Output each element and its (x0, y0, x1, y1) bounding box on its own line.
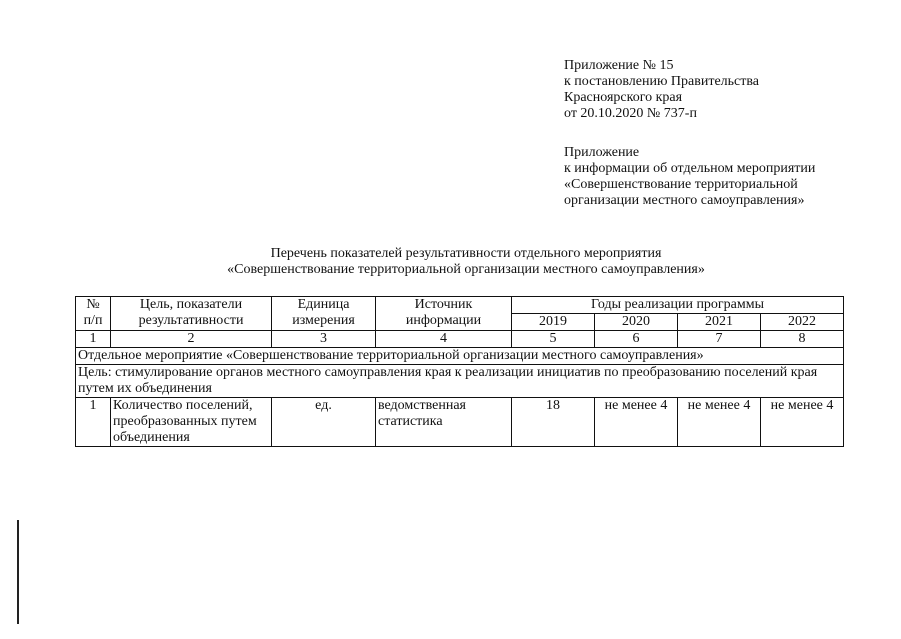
goal-row (76, 365, 844, 398)
measure-cell: Отдельное мероприятие «Совершенствование территориальной организации местного самоуправления» (76, 348, 844, 365)
measure-row (76, 348, 844, 365)
row-source: ведомственная статистика (376, 398, 512, 447)
row-indicator: Количество поселений, преобразованных путем объединения (111, 398, 272, 447)
row-num: 1 (76, 398, 111, 447)
header-source-line-1: Источник (414, 297, 473, 312)
document-title (60, 246, 872, 278)
column-number: 2 (111, 331, 272, 348)
column-numbers-row (76, 331, 844, 348)
header-goal-line-1: Цель, показатели (139, 297, 243, 312)
title-line-1: Перечень показателей результативности отдельного мероприятия (270, 246, 662, 261)
header-year: 2020 (595, 314, 678, 331)
header-goal (111, 297, 272, 331)
row-unit: ед. (272, 398, 376, 447)
appendix-sub-line: «Совершенствование территориальной (564, 177, 798, 192)
header-num (76, 297, 111, 331)
appendix-line: от 20.10.2020 № 737-п (564, 106, 697, 121)
column-number: 6 (595, 331, 678, 348)
header-source (376, 297, 512, 331)
header-source-line-2: информации (405, 313, 482, 328)
scan-edge-line (17, 520, 19, 624)
header-year: 2019 (512, 314, 595, 331)
header-years-group: Годы реализации программы (512, 297, 844, 314)
appendix-sub-line: к информации об отдельном мероприятии (564, 161, 816, 176)
column-number: 7 (678, 331, 761, 348)
row-value: не менее 4 (678, 398, 761, 447)
column-number: 5 (512, 331, 595, 348)
header-unit-line-1: Единица (297, 297, 350, 312)
appendix-line: Красноярского края (564, 90, 683, 105)
table-row (76, 398, 844, 447)
row-value: не менее 4 (595, 398, 678, 447)
row-value: 18 (512, 398, 595, 447)
appendix-line: к постановлению Правительства (564, 74, 760, 89)
goal-cell: Цель: стимулирование органов местного самоуправления края к реализации инициатив по преобразованию поселений края путем их объединения (76, 365, 844, 398)
header-unit (272, 297, 376, 331)
header-row (76, 297, 844, 314)
header-unit-line-2: измерения (292, 313, 355, 328)
appendix-sub-line: Приложение (564, 145, 640, 160)
appendix-line: Приложение № 15 (564, 58, 674, 73)
indicators-table (75, 296, 844, 447)
appendix-sub-header (564, 145, 884, 209)
header-year: 2021 (678, 314, 761, 331)
column-number: 3 (272, 331, 376, 348)
column-number: 8 (761, 331, 844, 348)
header-year: 2022 (761, 314, 844, 331)
column-number: 1 (76, 331, 111, 348)
title-line-2: «Совершенствование территориальной организации местного самоуправления» (227, 262, 705, 277)
appendix-header (564, 58, 884, 122)
header-num-line-1: № (86, 297, 100, 312)
header-goal-line-2: результативности (138, 313, 244, 328)
row-value: не менее 4 (761, 398, 844, 447)
column-number: 4 (376, 331, 512, 348)
appendix-sub-line: организации местного самоуправления» (564, 193, 805, 208)
header-num-line-2: п/п (83, 313, 103, 328)
